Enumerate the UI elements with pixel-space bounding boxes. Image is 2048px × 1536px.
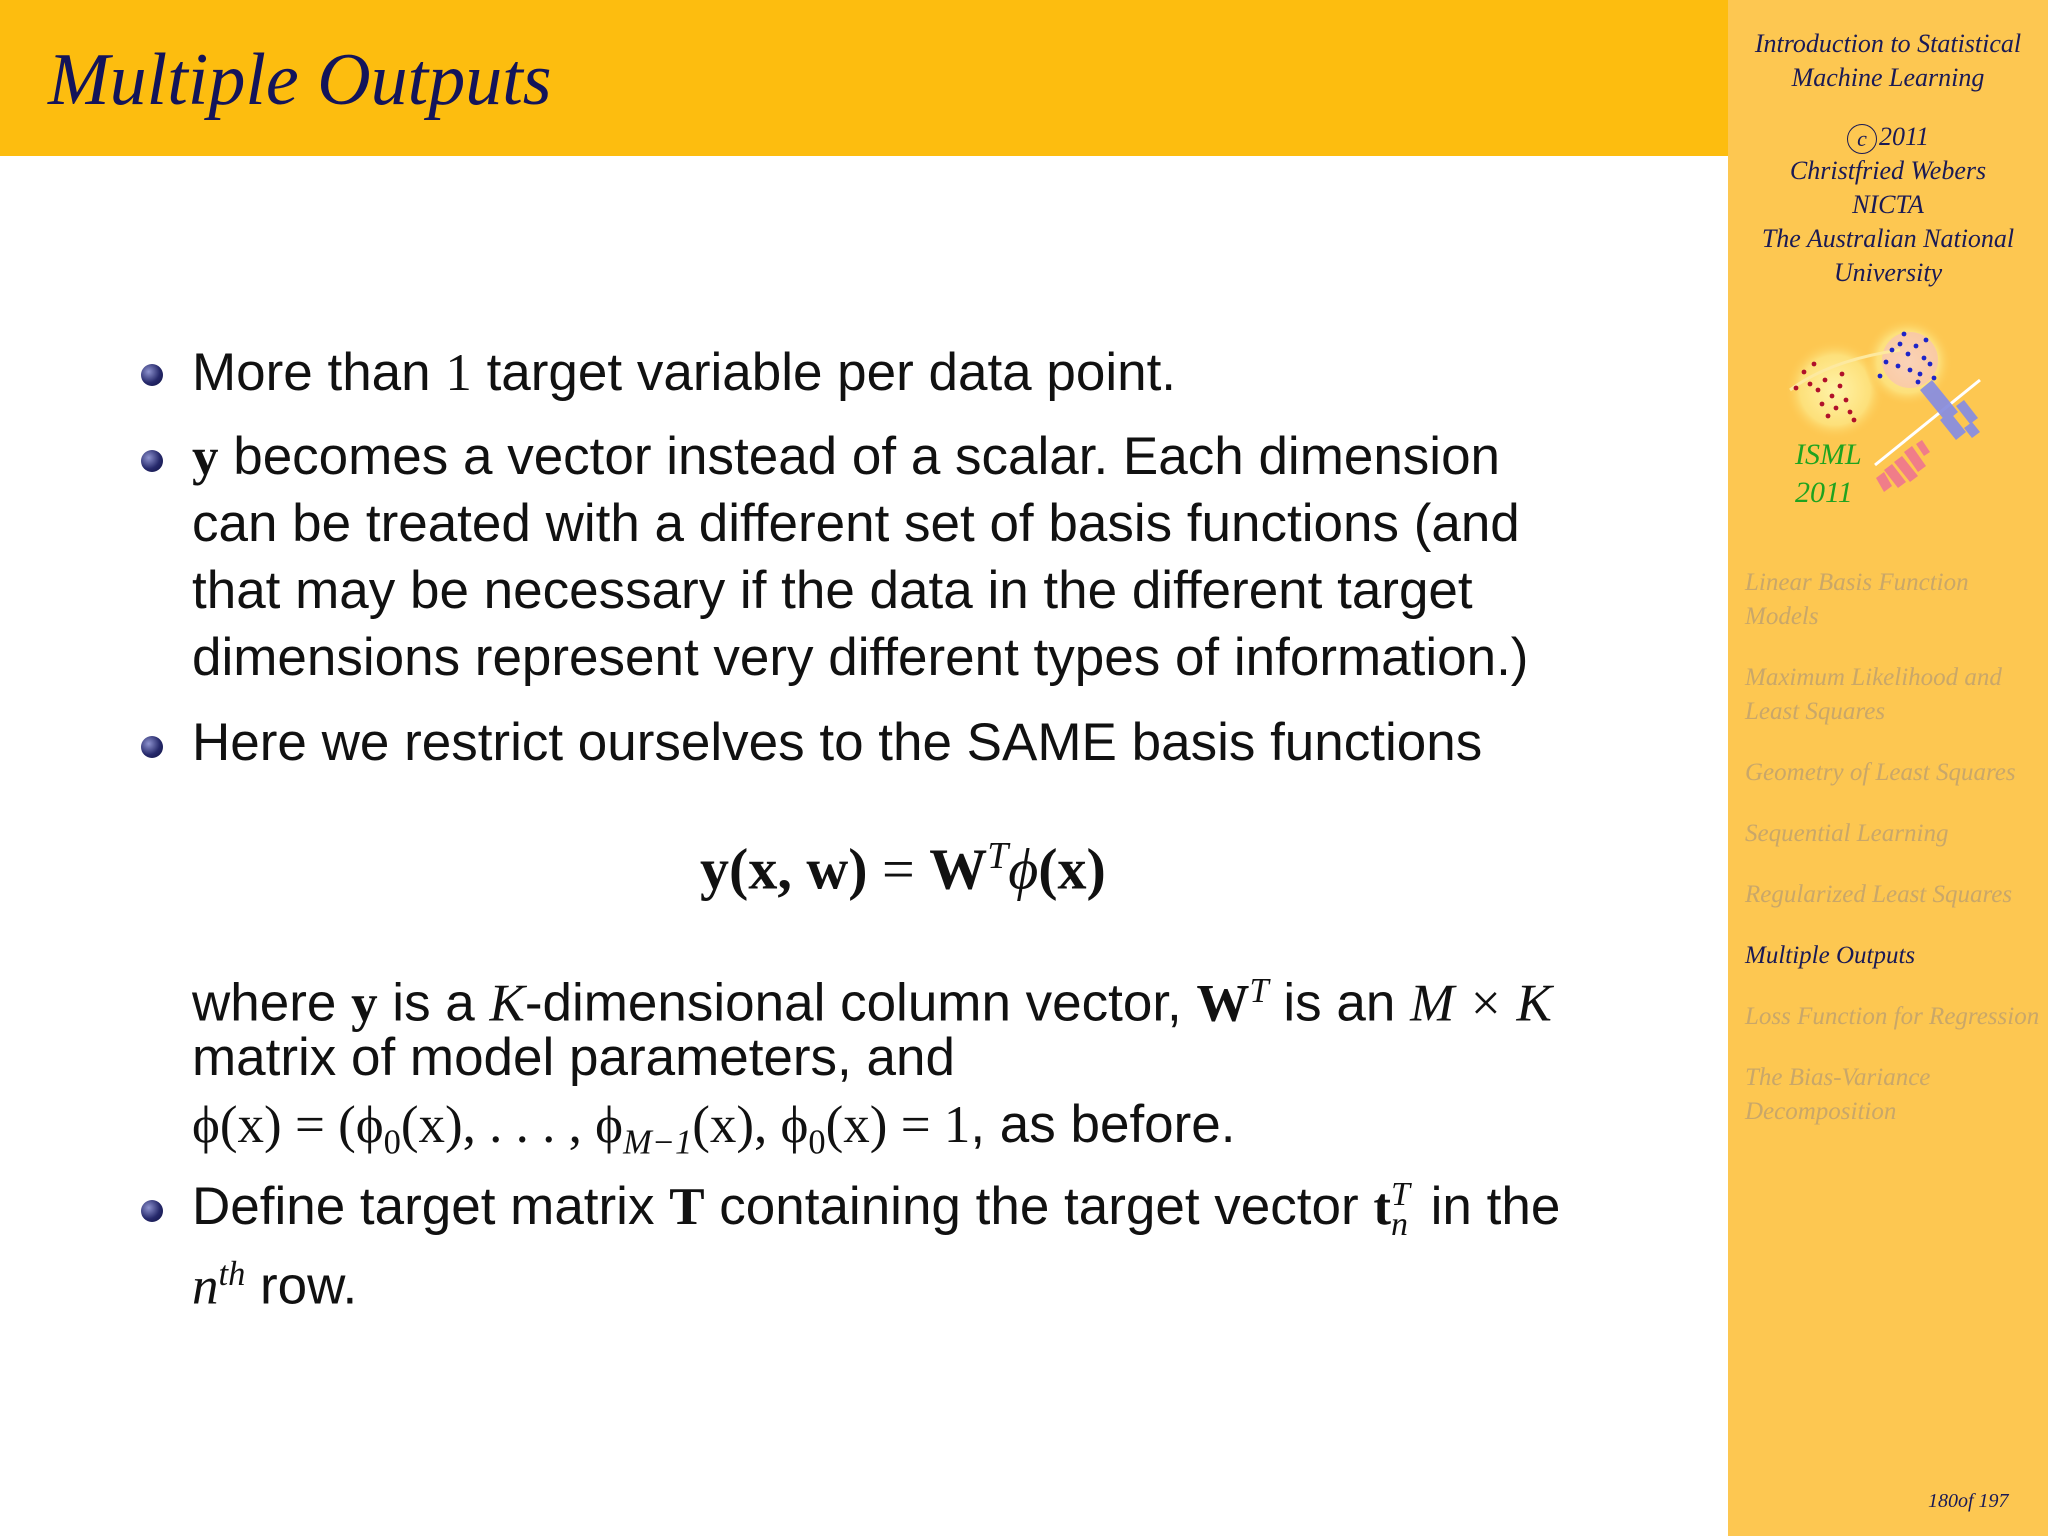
copyright-line	[1728, 120, 2048, 154]
bullet-icon	[141, 736, 163, 758]
toc-item-regularized-least-squares[interactable]: Regularized Least Squares	[1745, 881, 2013, 908]
bullet-2-line-4: dimensions represent very different types of information.)	[192, 628, 1529, 687]
toc-item-bias-variance[interactable]: The Bias-Variance Decomposition	[1745, 1064, 1931, 1125]
slide-header	[0, 0, 1728, 156]
table-of-contents	[1745, 566, 2045, 1156]
course-title	[1728, 27, 2048, 95]
bullet-3: Here we restrict ourselves to the SAME basis functions	[192, 713, 1483, 772]
bullet-1-text-pre: More than	[192, 343, 446, 402]
logo-label-line2: 2011	[1795, 476, 1853, 509]
toc-item-sequential-learning[interactable]: Sequential Learning	[1745, 820, 1949, 847]
equation-lhs: y(x, w)	[700, 836, 868, 902]
logo-label	[1795, 436, 1862, 512]
where-var-W: W	[1196, 974, 1250, 1033]
where-tail: , as before.	[970, 1095, 1236, 1154]
equation-transpose: T	[987, 835, 1009, 877]
where-text-1: where	[192, 973, 352, 1033]
bullet-4-t-sub: n	[1391, 1206, 1408, 1243]
phi-expr-mid: (x), . . . , ϕ	[400, 1096, 624, 1154]
phi-sub-0b: 0	[808, 1123, 826, 1162]
bullet-4-text-4: row.	[245, 1256, 358, 1316]
bullet-2-var-y: y	[192, 428, 219, 486]
where-text-4: is an	[1268, 973, 1411, 1033]
page-number: 180of 197	[1928, 1490, 2009, 1512]
bullet-4-var-T: T	[669, 1178, 705, 1236]
university-line1: The Australian National	[1761, 224, 2015, 254]
bullet-2-line-1	[192, 424, 1500, 490]
bullet-4-var-t: t	[1373, 1178, 1391, 1236]
copyright-icon: c	[1847, 124, 1877, 154]
equation-phi: ϕ	[1008, 836, 1039, 902]
where-var-K: K	[489, 974, 525, 1033]
toc-item-loss-function[interactable]: Loss Function for Regression	[1745, 1003, 2040, 1030]
toc-item-maximum-likelihood[interactable]: Maximum Likelihood and Least Squares	[1745, 664, 2002, 725]
credits	[1728, 120, 2048, 290]
where-line-2: matrix of model parameters, and	[192, 1028, 955, 1087]
bullet-4-line-1	[192, 1174, 1561, 1243]
bullet-4-text-1: Define target matrix	[192, 1177, 670, 1236]
equation-W: W	[929, 836, 988, 902]
author: Christfried Webers	[1789, 156, 1987, 186]
phi-sub-M: M−1	[623, 1123, 693, 1162]
phi-expr-start: ϕ(x) = (ϕ	[192, 1096, 384, 1154]
bullet-1	[192, 340, 1176, 406]
bullet-4-text-2: containing the target vector	[704, 1177, 1374, 1236]
bullet-2-line-2: can be treated with a different set of basis functions (and	[192, 494, 1520, 553]
bullet-icon	[141, 364, 163, 386]
course-title-line1: Introduction to Statistical	[1754, 29, 2022, 58]
where-line-3	[192, 1092, 1236, 1176]
where-text-3: -dimensional column vector,	[524, 973, 1197, 1033]
where-var-y: y	[351, 974, 378, 1033]
bullet-4-text-3: in the	[1415, 1177, 1561, 1236]
where-text-2: is a	[377, 973, 490, 1033]
bullet-2-line-3: that may be necessary if the data in the different target	[192, 561, 1473, 620]
course-title-line2: Machine Learning	[1791, 63, 1985, 92]
bullet-icon	[141, 450, 163, 472]
equation	[700, 834, 1106, 902]
slide-title: Multiple Outputs	[48, 39, 552, 121]
bullet-4-line-2	[192, 1241, 357, 1320]
toc-item-geometry-of-least-squares[interactable]: Geometry of Least Squares	[1745, 759, 2016, 786]
bullet-4-t-sup: T	[1391, 1176, 1410, 1213]
university-line2: University	[1833, 258, 1943, 288]
bullet-2-text-1: becomes a vector instead of a scalar. Each dimension	[218, 427, 1501, 486]
where-transpose: T	[1249, 972, 1269, 1010]
bullet-4-n-sup: th	[218, 1255, 246, 1293]
phi-sub-0: 0	[383, 1123, 401, 1162]
bullet-1-number: 1	[445, 344, 472, 402]
bullet-1-text-post: target variable per data point.	[471, 343, 1177, 402]
organization: NICTA	[1852, 190, 1924, 220]
toc-item-linear-basis-function-models[interactable]: Linear Basis Function Models	[1745, 569, 1969, 630]
where-dims: M × K	[1410, 974, 1552, 1033]
equation-arg: (x)	[1038, 836, 1106, 902]
phi-expr-mid2: (x), ϕ	[692, 1096, 809, 1154]
bullet-icon	[141, 1200, 163, 1222]
equation-equals: =	[867, 836, 930, 902]
bullet-4-subsup	[1391, 1176, 1410, 1243]
toc-item-multiple-outputs[interactable]: Multiple Outputs	[1745, 942, 1916, 969]
copyright-year: 2011	[1878, 122, 1930, 151]
phi-expr-end: (x) = 1	[825, 1096, 971, 1154]
bullet-4-var-n: n	[192, 1257, 219, 1316]
logo-label-line1: ISML	[1795, 438, 1862, 471]
